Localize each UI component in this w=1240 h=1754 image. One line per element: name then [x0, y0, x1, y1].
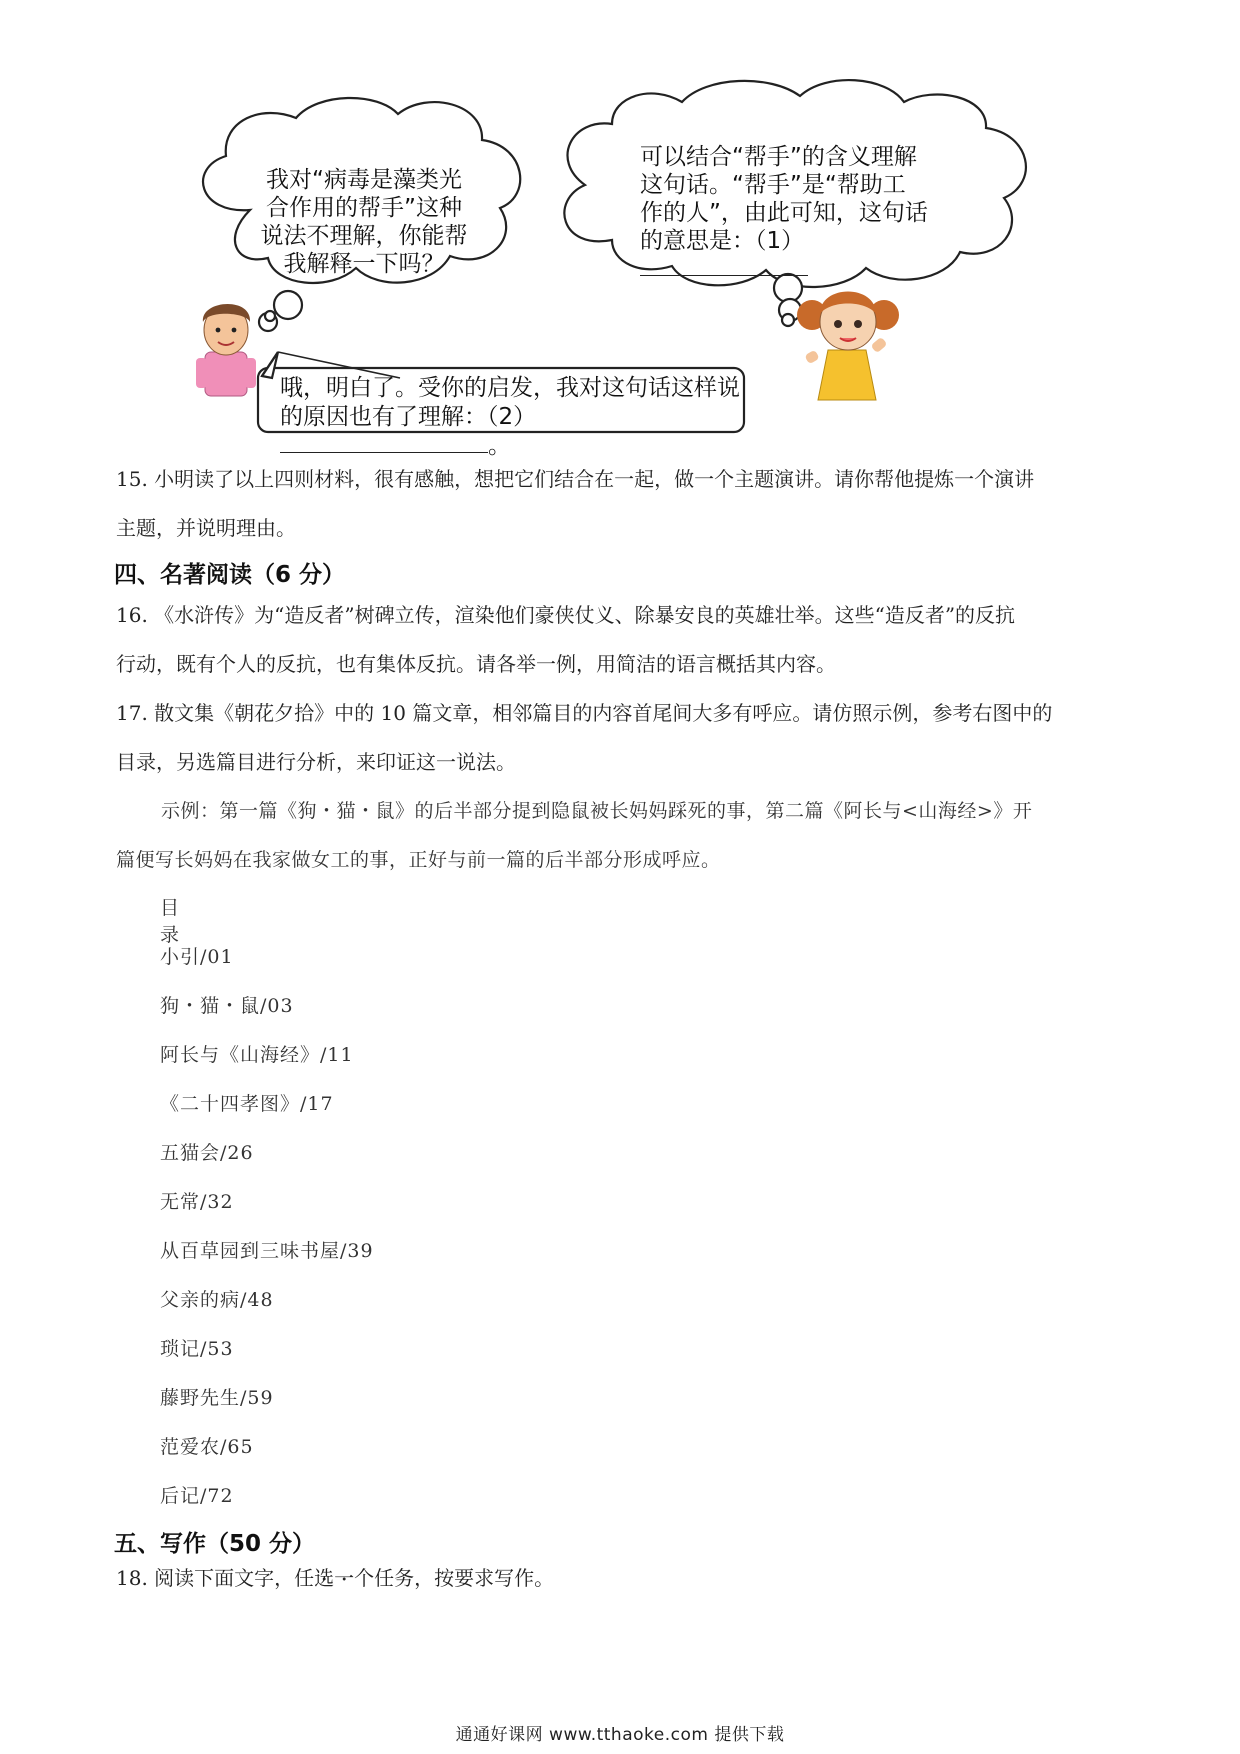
toc-item: 小引/01	[160, 946, 234, 968]
right-cloud-line: 可以结合“帮手”的含义理解	[640, 144, 917, 170]
question-15-line: 15. 小明读了以上四则材料，很有感触，想把它们结合在一起，做一个主题演讲。请你帮他提炼一个演讲	[116, 467, 1035, 491]
toc-item: 五猫会/26	[160, 1142, 254, 1164]
question-16-line: 16. 《水浒传》为“造反者”树碑立传，渲染他们豪侠仗义、除暴安良的英雄壮举。这些“造反者”的反抗	[116, 603, 1016, 627]
speech-answer-label: 的原因也有了理解：（2）	[280, 404, 537, 430]
question-16-line: 行动，既有个人的反抗，也有集体反抗。请各举一例，用简洁的语言概括其内容。	[116, 652, 836, 676]
toc-item: 从百草园到三味书屋/39	[160, 1240, 374, 1262]
right-cloud-line: 作的人”，由此可知，这句话	[640, 200, 928, 226]
toc-item: 无常/32	[160, 1191, 234, 1213]
answer-blank-2[interactable]	[280, 452, 488, 453]
girl-figure	[797, 292, 899, 401]
left-cloud-line: 合作用的帮手”这种	[266, 195, 462, 221]
toc-title: 目录	[160, 897, 181, 946]
toc-item: 狗・猫・鼠/03	[160, 995, 294, 1017]
left-cloud-text	[248, 166, 480, 278]
toc-item: 藤野先生/59	[160, 1387, 274, 1409]
example-text	[116, 787, 1131, 885]
left-cloud-line: 我解释一下吗？	[283, 251, 445, 277]
toc-item: 阿长与《山海经》/11	[160, 1044, 354, 1066]
toc-item: 范爱农/65	[160, 1436, 254, 1458]
question-18-text: 个任务，按要求写作。	[354, 1566, 555, 1590]
question-18-text: 18. 阅读下面文字，任	[116, 1566, 315, 1590]
question-16	[116, 591, 1126, 689]
speech-line: 哦，明白了。受你的启发，我对这句话这样说	[280, 375, 740, 401]
question-18	[116, 1554, 1126, 1603]
example-line: 篇便写长妈妈在我家做女工的事，正好与前一篇的后半部分形成呼应。	[116, 849, 721, 871]
left-cloud-line: 我对“病毒是藻类光	[266, 167, 462, 193]
question-17-line: 目录，另选篇目进行分析，来印证这一说法。	[116, 750, 516, 774]
speech-line	[280, 403, 740, 461]
toc-item: 父亲的病/48	[160, 1289, 274, 1311]
question-17	[116, 689, 1126, 787]
speech-text	[280, 374, 740, 461]
question-17-line: 17. 散文集《朝花夕拾》中的 10 篇文章，相邻篇目的内容首尾间大多有呼应。请仿照示例，参考右图中的	[116, 701, 1053, 725]
toc-item: 《二十四孝图》/17	[160, 1093, 334, 1115]
right-cloud-line	[640, 227, 970, 283]
speech-period: 。	[488, 433, 511, 459]
section-4-heading: 四、名著阅读（6 分）	[114, 562, 346, 588]
left-cloud-line: 说法不理解，你能帮	[260, 223, 468, 249]
example-line: 示例：第一篇《狗・猫・鼠》的后半部分提到隐鼠被长妈妈踩死的事，第二篇《阿长与<山海经>》开	[161, 800, 1033, 822]
section-5-heading: 五、写作（50 分）	[114, 1531, 316, 1557]
boy-figure	[196, 304, 256, 396]
right-cloud-answer-label: 的意思是：（1）	[640, 228, 805, 254]
question-15-line: 主题，并说明理由。	[116, 516, 296, 540]
emphasis-char: 选 •	[314, 1566, 334, 1590]
emphasis-char: 一 •	[334, 1566, 354, 1590]
toc-item: 琐记/53	[160, 1338, 234, 1360]
toc-item: 后记/72	[160, 1485, 234, 1507]
footer-credit: 通通好课网 www.tthaoke.com 提供下载	[455, 1725, 785, 1745]
answer-blank-1[interactable]	[640, 275, 808, 276]
question-15	[116, 455, 1126, 553]
right-cloud-line: 这句话。“帮手”是“帮助工	[640, 172, 906, 198]
right-cloud-text	[640, 143, 970, 283]
